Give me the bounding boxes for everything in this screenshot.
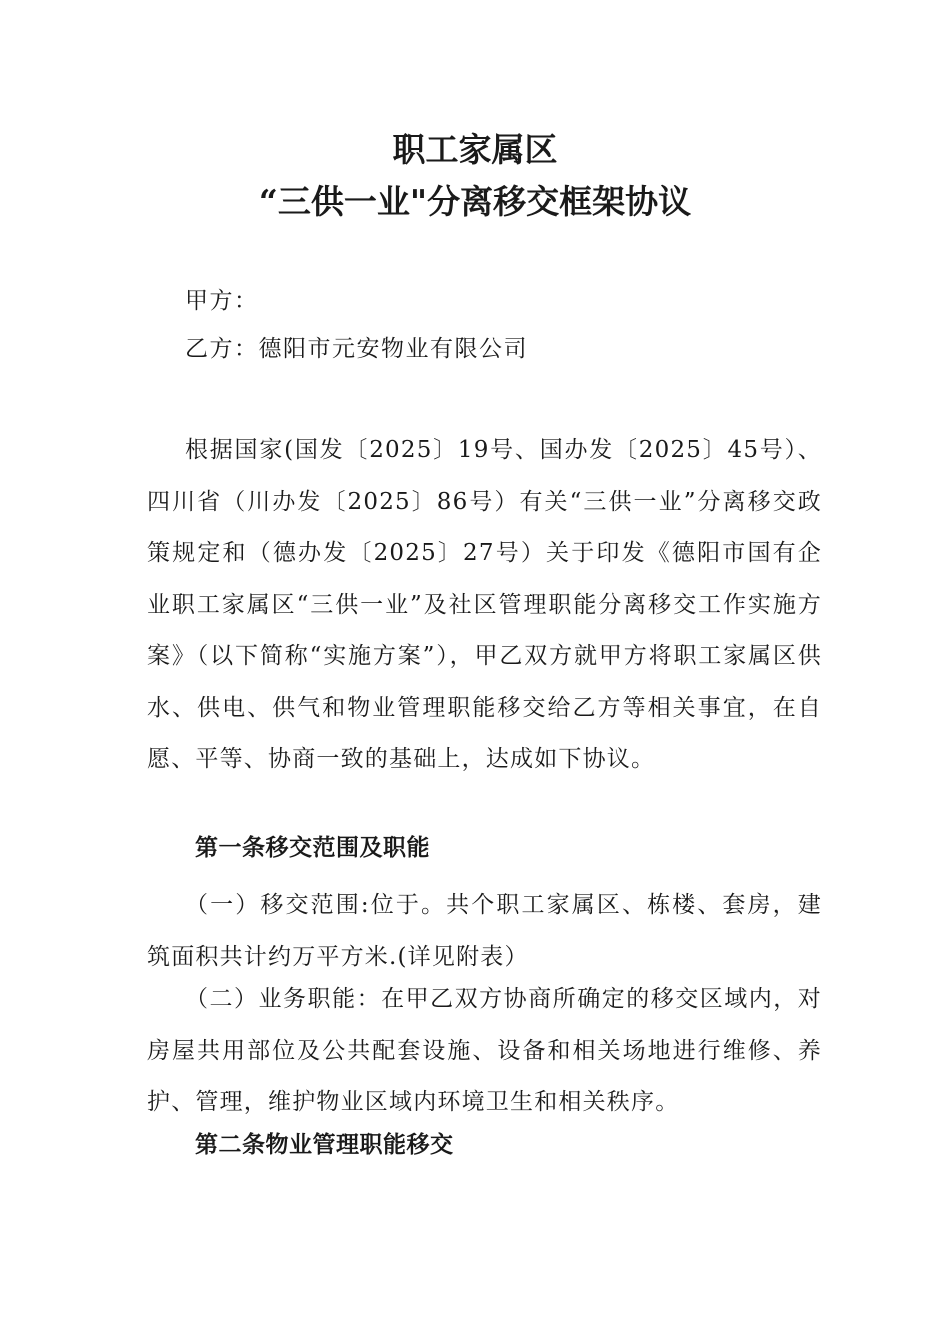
article2-heading: 第二条物业管理职能移交 bbox=[195, 1131, 454, 1158]
article1-heading: 第一条移交范围及职能 bbox=[195, 834, 430, 861]
party-a-label: 甲方： bbox=[185, 288, 259, 314]
document-title-line1: 职工家属区 bbox=[392, 130, 558, 169]
article1-item1: （一）移交范围:位于。共个职工家属区、栋楼、套房，建筑面积共计约万平方米.(详见附表） bbox=[147, 892, 822, 970]
article1-item2: （二）业务职能：在甲乙双方协商所确定的移交区域内，对房屋共用部位及公共配套设施、设备和相关场地进行维修、养护、管理，维护物业区域内环境卫生和相关秩序。 bbox=[147, 986, 822, 1115]
document-title-line2: “三供一业"分离移交框架协议 bbox=[258, 182, 692, 221]
intro-paragraph: 根据国家(国发〔2025〕19号、国办发〔2025〕45号）、四川省（川办发〔2025〕86号）有关“三供一业”分离移交政策规定和（德办发〔2025〕27号）关于印发《德阳市国有企业职工家属区“三供一业”及社区管理职能分离移交工作实施方案》（以下简称“实施方案”），甲乙双方就甲方将职工家属区供水、供电、供气和物业管理职能移交给乙方等相关事宜，在自愿、平等、协商一致的基础上，达成如下协议。 bbox=[147, 437, 822, 772]
party-b-label: 乙方：德阳市元安物业有限公司 bbox=[185, 336, 528, 362]
